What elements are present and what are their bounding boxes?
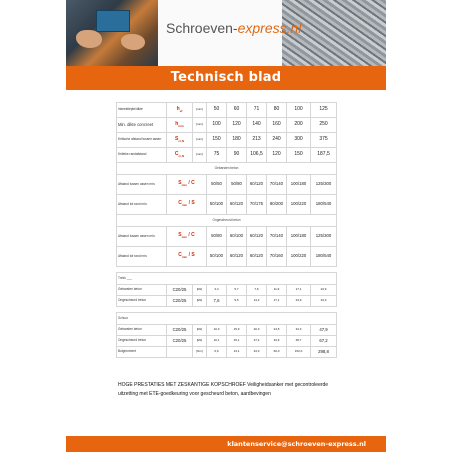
value-cell: 70/175 bbox=[247, 195, 267, 215]
row-label: Ongescheurd beton bbox=[117, 296, 167, 307]
value-cell: 60 bbox=[227, 103, 247, 118]
row-label: Kritische afstand tussen assen bbox=[117, 133, 167, 148]
table-row bbox=[117, 247, 337, 267]
value-cell: 100 bbox=[287, 103, 311, 118]
row-label: Inkeeldiepte/dikte bbox=[117, 103, 167, 118]
value-cell: 3,4 bbox=[207, 285, 227, 296]
workshop-photo bbox=[66, 0, 158, 66]
value-cell: 160 bbox=[267, 118, 287, 133]
value-cell: 17,1 bbox=[267, 296, 287, 307]
value-cell: 34,6 bbox=[267, 336, 287, 347]
row-label: Afstand tot rand min. bbox=[117, 247, 167, 267]
row-label: Kritieke randafstand bbox=[117, 148, 167, 163]
value-cell: 11,9 bbox=[267, 285, 287, 296]
value-cell: 50 bbox=[207, 103, 227, 118]
value-cell: 67,2 bbox=[311, 336, 337, 347]
grade-cell: C20/25 bbox=[167, 285, 193, 296]
value-cell: 80/200 bbox=[267, 195, 287, 215]
unit-cell: [mm] bbox=[193, 103, 207, 118]
section-heading: Trekk ___ bbox=[117, 273, 337, 285]
value-cell: 14,2 bbox=[247, 296, 267, 307]
grade-cell: C20/25 bbox=[167, 336, 193, 347]
value-cell: 152,0 bbox=[287, 347, 311, 358]
value-cell: 180 bbox=[227, 133, 247, 148]
value-cell: 17,1 bbox=[287, 285, 311, 296]
row-label: Afstand tot rand min. bbox=[117, 195, 167, 215]
value-cell: 100/220 bbox=[287, 195, 311, 215]
symbol-cell: $C_{min}$ / S bbox=[167, 195, 207, 215]
table-row bbox=[117, 175, 337, 195]
value-cell: 60/120 bbox=[247, 247, 267, 267]
value-cell: 13,1 bbox=[227, 347, 247, 358]
value-cell: 47,9 bbox=[311, 325, 337, 336]
value-cell: 200 bbox=[287, 118, 311, 133]
table-row bbox=[117, 285, 337, 296]
value-cell: 300 bbox=[287, 133, 311, 148]
section-row bbox=[117, 313, 337, 325]
table-row bbox=[117, 148, 337, 163]
value-cell: 70/140 bbox=[267, 175, 287, 195]
brand-logo[interactable]: Schroeven-express.nl bbox=[166, 20, 302, 36]
value-cell: 125/300 bbox=[311, 227, 337, 247]
product-description: HOGE PRESTATIES MET ZESKANTIGE KOPSCHROEF Veiligheidsanker met gecontroleerde uitzetting met ETE-goedkeuring voor gescheurd beton, aardbevingen bbox=[118, 382, 329, 397]
value-cell: 125/300 bbox=[311, 175, 337, 195]
symbol-cell: $C_{min}$ / S bbox=[167, 247, 207, 267]
value-cell: 27,4 bbox=[247, 336, 267, 347]
value-cell: 9,5 bbox=[227, 296, 247, 307]
value-cell: 150 bbox=[287, 148, 311, 163]
row-label: Min. dikte concreet bbox=[117, 118, 167, 133]
value-cell: 50/80 bbox=[227, 175, 247, 195]
value-cell: 71 bbox=[247, 103, 267, 118]
value-cell: 23,9 bbox=[311, 285, 337, 296]
value-cell: 10,1 bbox=[207, 336, 227, 347]
value-cell: 15,1 bbox=[227, 336, 247, 347]
unit-cell: [kN] bbox=[193, 336, 207, 347]
value-cell: 34,3 bbox=[247, 347, 267, 358]
symbol-cell: $C_{cr,N}$ bbox=[167, 148, 193, 163]
value-cell: 34,3 bbox=[287, 325, 311, 336]
symbol-cell: $S_{min}$ / C bbox=[167, 227, 207, 247]
section-heading: Schuur bbox=[117, 313, 337, 325]
table-row bbox=[117, 103, 337, 118]
value-cell: 106,5 bbox=[247, 148, 267, 163]
value-cell: 60/120 bbox=[227, 247, 247, 267]
value-cell: 187,5 bbox=[311, 148, 337, 163]
symbol-cell: $h_{ef}$ bbox=[167, 103, 193, 118]
row-label: Gebarsten beton bbox=[117, 285, 167, 296]
value-cell: 180/540 bbox=[311, 195, 337, 215]
table-row bbox=[117, 118, 337, 133]
value-cell: 60,0 bbox=[267, 347, 287, 358]
section-row bbox=[117, 163, 337, 175]
value-cell: 90 bbox=[227, 148, 247, 163]
value-cell: 60/120 bbox=[247, 175, 267, 195]
value-cell: 33,3 bbox=[311, 296, 337, 307]
value-cell: 180/540 bbox=[311, 247, 337, 267]
table-row bbox=[117, 325, 337, 336]
value-cell: 60/120 bbox=[247, 227, 267, 247]
row-label: Afstand tussen assen min. bbox=[117, 175, 167, 195]
value-cell: 23,9 bbox=[287, 296, 311, 307]
value-cell: 120 bbox=[267, 148, 287, 163]
value-cell: 6,9 bbox=[207, 347, 227, 358]
value-cell: 15,9 bbox=[227, 325, 247, 336]
unit-cell: [mm] bbox=[193, 133, 207, 148]
table-row bbox=[117, 336, 337, 347]
value-cell: 213 bbox=[247, 133, 267, 148]
value-cell: 150 bbox=[207, 133, 227, 148]
section-row bbox=[117, 215, 337, 227]
grade-cell bbox=[167, 347, 193, 358]
value-cell: 7,6 bbox=[247, 285, 267, 296]
value-cell: 7,6 bbox=[207, 296, 227, 307]
value-cell: 24,5 bbox=[267, 325, 287, 336]
value-cell: 60/100 bbox=[227, 227, 247, 247]
section-row bbox=[117, 273, 337, 285]
value-cell: 240 bbox=[267, 133, 287, 148]
header-banner bbox=[66, 0, 386, 66]
value-cell: 250 bbox=[311, 118, 337, 133]
value-cell: 75 bbox=[207, 148, 227, 163]
table-row bbox=[117, 227, 337, 247]
specification-table bbox=[116, 102, 337, 358]
value-cell: 50/100 bbox=[207, 195, 227, 215]
value-cell: 10,3 bbox=[207, 325, 227, 336]
grade-cell: C20/25 bbox=[167, 325, 193, 336]
table-row bbox=[117, 347, 337, 358]
value-cell: 50/50 bbox=[207, 175, 227, 195]
symbol-cell: $S_{min}$ / C bbox=[167, 175, 207, 195]
value-cell: 120 bbox=[227, 118, 247, 133]
value-cell: 20,3 bbox=[247, 325, 267, 336]
value-cell: 100/180 bbox=[287, 175, 311, 195]
value-cell: 60/120 bbox=[227, 195, 247, 215]
value-cell: 5,7 bbox=[227, 285, 247, 296]
row-label: Ongescheurd beton bbox=[117, 336, 167, 347]
value-cell: 125 bbox=[311, 103, 337, 118]
unit-cell: [kN] bbox=[193, 285, 207, 296]
value-cell: 70/160 bbox=[267, 247, 287, 267]
symbol-cell: $h_{min}$ bbox=[167, 118, 193, 133]
row-label: Buigmoment bbox=[117, 347, 167, 358]
row-label: Afstand tussen assen min. bbox=[117, 227, 167, 247]
value-cell: 100/180 bbox=[287, 227, 311, 247]
row-label: Gebarsten beton bbox=[117, 325, 167, 336]
section-heading: Ongescheurd beton bbox=[117, 215, 337, 227]
grade-cell: C20/25 bbox=[167, 296, 193, 307]
technical-sheet bbox=[66, 0, 386, 452]
value-cell: 50/100 bbox=[207, 247, 227, 267]
value-cell: 140 bbox=[247, 118, 267, 133]
value-cell: 375 bbox=[311, 133, 337, 148]
unit-cell: [mm] bbox=[193, 148, 207, 163]
unit-cell: [kN] bbox=[193, 296, 207, 307]
value-cell: 70/140 bbox=[267, 227, 287, 247]
value-cell: 100 bbox=[207, 118, 227, 133]
unit-cell: [kN] bbox=[193, 325, 207, 336]
value-cell: 80 bbox=[267, 103, 287, 118]
footer-email-link[interactable]: klantenservice@schroeven-express.nl bbox=[227, 440, 366, 448]
value-cell: 100/220 bbox=[287, 247, 311, 267]
value-cell: 50/80 bbox=[207, 227, 227, 247]
symbol-cell: $S_{cr,N}$ bbox=[167, 133, 193, 148]
value-cell: 48,7 bbox=[287, 336, 311, 347]
table-row bbox=[117, 296, 337, 307]
value-cell: 298,8 bbox=[311, 347, 337, 358]
page-title: Technisch blad bbox=[170, 70, 282, 85]
unit-cell: [Nm] bbox=[193, 347, 207, 358]
unit-cell: [mm] bbox=[193, 118, 207, 133]
section-heading: Gebarsten beton bbox=[117, 163, 337, 175]
table-row bbox=[117, 195, 337, 215]
table-row bbox=[117, 133, 337, 148]
